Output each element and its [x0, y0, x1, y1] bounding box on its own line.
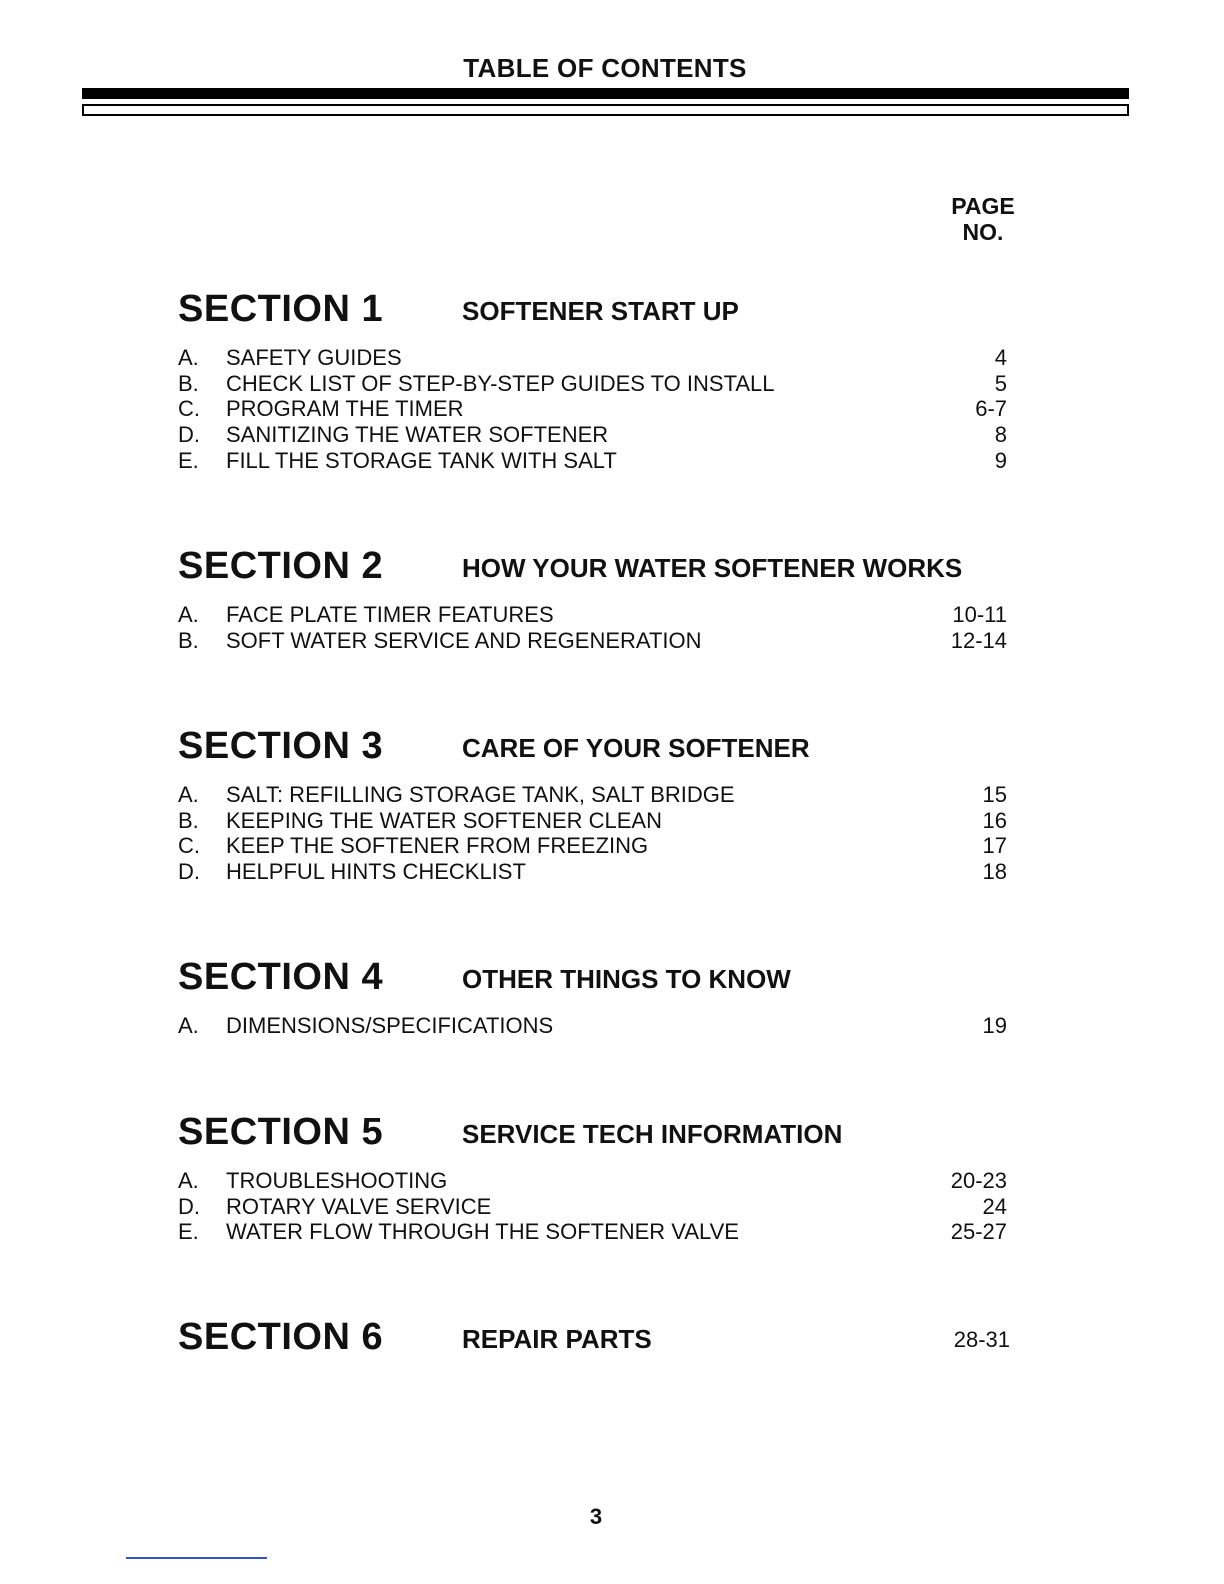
section-2	[178, 544, 1028, 653]
entry-page-number: 8	[994, 422, 1007, 448]
entry-page-number: 20-23	[950, 1168, 1007, 1193]
section-2-header	[178, 544, 1028, 588]
section-title: OTHER THINGS TO KNOW	[462, 964, 791, 994]
toc-entry[interactable]	[178, 1168, 1028, 1194]
entry-title: SOFT WATER SERVICE AND REGENERATION	[226, 627, 702, 653]
section-1	[178, 287, 1028, 473]
toc-entry[interactable]	[178, 782, 1028, 808]
section-title: HOW YOUR WATER SOFTENER WORKS	[462, 553, 963, 583]
entry-page-number: 24	[982, 1193, 1007, 1219]
entry-title: PROGRAM THE TIMER	[226, 396, 464, 422]
entry-letter: D.	[178, 1193, 200, 1219]
entry-title: HELPFUL HINTS CHECKLIST	[226, 859, 526, 885]
section-2-entries	[178, 602, 1028, 653]
entry-title: FILL THE STORAGE TANK WITH SALT	[226, 447, 617, 473]
entry-page-number: 17	[982, 833, 1007, 859]
toc-entry[interactable]	[178, 1219, 1028, 1245]
entry-letter: C.	[178, 396, 200, 422]
entry-letter: A.	[178, 1168, 199, 1193]
entry-title: WATER FLOW THROUGH THE SOFTENER VALVE	[226, 1219, 739, 1245]
entry-page-number: 18	[982, 859, 1007, 885]
toc-entry[interactable]	[178, 628, 1028, 654]
section-5-entries	[178, 1168, 1028, 1245]
section-1-entries	[178, 345, 1028, 473]
toc-entry[interactable]	[178, 833, 1028, 859]
section-6-header[interactable]	[178, 1315, 1028, 1359]
section-4	[178, 955, 1028, 1039]
entry-page-number: 6-7	[975, 396, 1007, 422]
header-rule-thick	[82, 88, 1129, 99]
section-number: SECTION 1	[178, 288, 384, 330]
section-title: REPAIR PARTS	[462, 1324, 652, 1354]
section-3-entries	[178, 782, 1028, 885]
section-1-header	[178, 287, 1028, 331]
toc-entry[interactable]	[178, 1013, 1028, 1039]
entry-title: ROTARY VALVE SERVICE	[226, 1193, 492, 1219]
section-4-header	[178, 955, 1028, 999]
section-number: SECTION 5	[178, 1111, 384, 1153]
entry-title: SANITIZING THE WATER SOFTENER	[226, 422, 609, 448]
section-5-header	[178, 1110, 1028, 1154]
toc-entry[interactable]	[178, 422, 1028, 448]
section-6	[178, 1315, 1028, 1359]
section-title: SERVICE TECH INFORMATION	[462, 1119, 843, 1149]
entry-page-number: 5	[994, 370, 1007, 396]
entry-title: TROUBLESHOOTING	[226, 1168, 448, 1193]
section-4-entries	[178, 1013, 1028, 1039]
toc-entry[interactable]	[178, 808, 1028, 834]
section-number: SECTION 4	[178, 956, 384, 998]
entry-title: SAFETY GUIDES	[226, 345, 402, 370]
entry-page-number: 4	[994, 345, 1007, 370]
entry-letter: B.	[178, 370, 199, 396]
entry-title: FACE PLATE TIMER FEATURES	[226, 602, 554, 627]
section-number: SECTION 3	[178, 725, 384, 767]
entry-title: SALT: REFILLING STORAGE TANK, SALT BRIDGE	[226, 782, 735, 807]
section-number: SECTION 2	[178, 545, 384, 587]
page-title: TABLE OF CONTENTS	[463, 53, 747, 83]
entry-letter: A.	[178, 602, 199, 627]
page-number: 3	[589, 1504, 603, 1529]
section-title: SOFTENER START UP	[462, 296, 739, 326]
entry-title: KEEP THE SOFTENER FROM FREEZING	[226, 833, 649, 859]
entry-letter: A.	[178, 345, 199, 370]
entry-letter: C.	[178, 833, 200, 859]
entry-page-number: 9	[994, 447, 1007, 473]
entry-page-number: 10-11	[952, 602, 1007, 627]
entry-letter: A.	[178, 1013, 199, 1038]
entry-page-number: 15	[982, 782, 1007, 807]
entry-page-number: 25-27	[950, 1219, 1007, 1245]
toc-entry[interactable]	[178, 1194, 1028, 1220]
section-number: SECTION 6	[178, 1316, 384, 1358]
toc-entry[interactable]	[178, 448, 1028, 474]
section-3-header	[178, 724, 1028, 768]
header-rule-thin	[82, 104, 1129, 116]
page-column-header	[938, 193, 1028, 245]
toc-entry[interactable]	[178, 396, 1028, 422]
section-5	[178, 1110, 1028, 1245]
entry-letter: B.	[178, 807, 199, 833]
entry-page-number: 12-14	[950, 627, 1007, 653]
entry-page-number: 19	[982, 1013, 1007, 1038]
entry-letter: A.	[178, 782, 199, 807]
entry-letter: B.	[178, 627, 199, 653]
entry-letter: E.	[178, 1219, 199, 1245]
footer-link-underline	[126, 1557, 267, 1559]
page-column-header-line2: NO.	[962, 219, 1004, 245]
entry-letter: D.	[178, 859, 200, 885]
entry-title: CHECK LIST OF STEP-BY-STEP GUIDES TO INSTALL	[226, 370, 775, 396]
toc-entry[interactable]	[178, 602, 1028, 628]
entry-title: DIMENSIONS/SPECIFICATIONS	[226, 1013, 554, 1038]
section-title: CARE OF YOUR SOFTENER	[462, 733, 810, 763]
entry-letter: D.	[178, 422, 200, 448]
entry-letter: E.	[178, 447, 199, 473]
toc-entry[interactable]	[178, 859, 1028, 885]
entry-title: KEEPING THE WATER SOFTENER CLEAN	[226, 807, 662, 833]
toc-entry[interactable]	[178, 371, 1028, 397]
page-column-header-line1: PAGE	[951, 193, 1015, 219]
toc-entry[interactable]	[178, 345, 1028, 371]
section-3	[178, 724, 1028, 885]
section-page-number: 28-31	[953, 1327, 1010, 1352]
entry-page-number: 16	[982, 807, 1007, 833]
